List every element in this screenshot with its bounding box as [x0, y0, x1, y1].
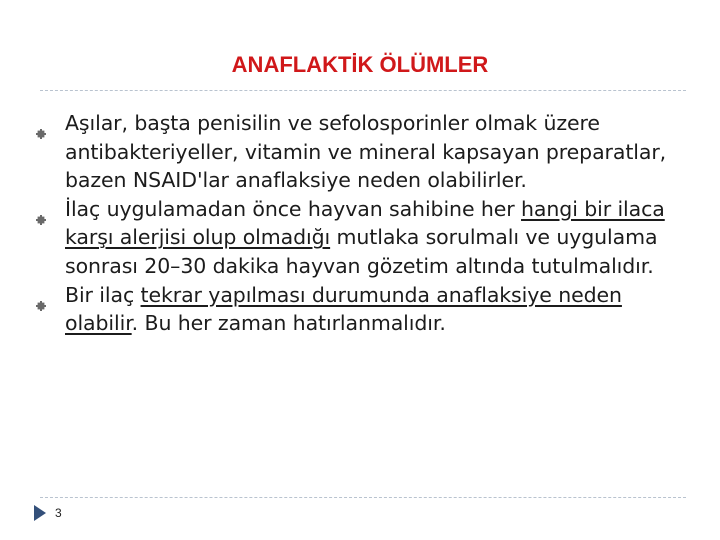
bullet-text: Bir ilaç — [65, 282, 141, 307]
bullet-text: Aşılar, başta penisilin ve sefolosporinler olmak üzere antibakteriyeller, vitamin ve mineral kapsayan preparatlar, bazen NSAID'lar anaflaksiye neden olabilirler. — [65, 111, 667, 193]
bullet-text: mutlaka sorulmalı ve uygulama sonrası 20–30 dakika hayvan gözetim altında tutulmalıdır. — [65, 225, 658, 278]
flower-bullet-icon — [36, 204, 46, 214]
bullet-list — [36, 109, 696, 338]
bullet-item — [36, 195, 696, 281]
bullet-item — [36, 109, 696, 195]
bullet-item — [36, 281, 696, 338]
flower-bullet-icon — [36, 118, 46, 128]
bullet-text: . Bu her zaman hatırlanmalıdır. — [131, 311, 446, 336]
page-number: 3 — [55, 506, 62, 520]
flower-bullet-icon — [36, 290, 46, 300]
top-divider — [40, 90, 686, 91]
triangle-arrow-icon — [34, 505, 46, 521]
bottom-divider — [40, 497, 686, 498]
bullet-text-underlined: tekrar yapılması durumunda anaflaksiye neden olabilir — [65, 282, 622, 336]
bullet-text-underlined: hangi bir ilaca karşı alerjisi olup olmadığı — [65, 196, 665, 250]
slide-title: ANAFLAKTİK ÖLÜMLER — [231, 52, 489, 77]
bullet-text: İlaç uygulamadan önce hayvan sahibine her — [65, 196, 522, 221]
